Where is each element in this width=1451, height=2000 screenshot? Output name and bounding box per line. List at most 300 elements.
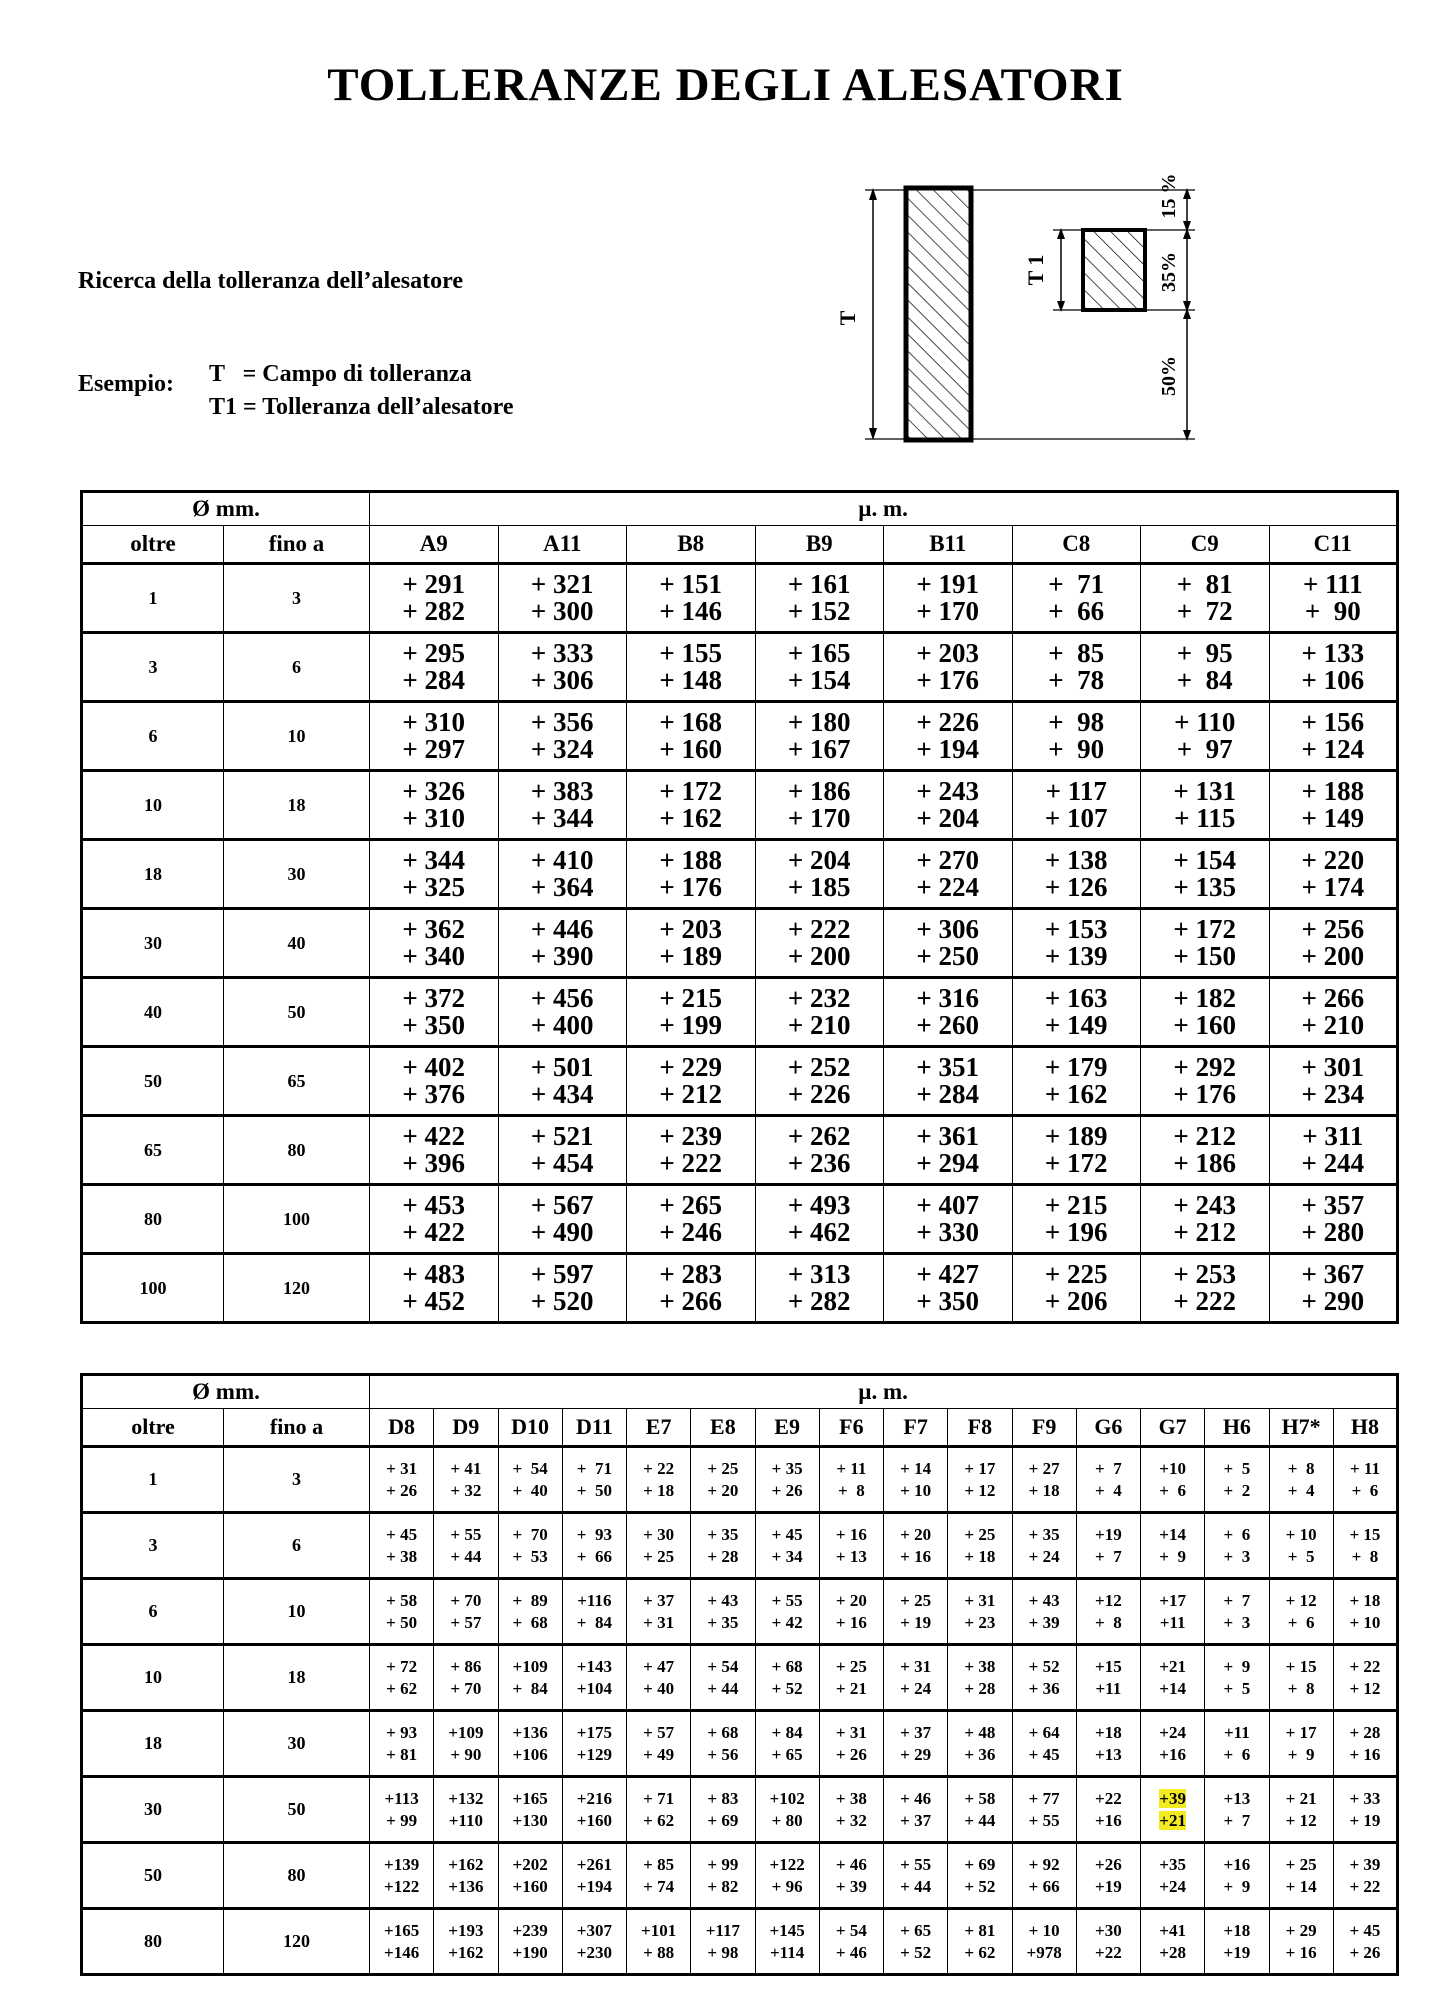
tolerance-lower: + 32 xyxy=(450,1480,482,1500)
tolerance-lower: +122 xyxy=(384,1876,420,1896)
tolerance-lower: + 170 xyxy=(916,596,980,626)
tolerance-cell xyxy=(627,909,756,978)
tolerance-upper: +193 xyxy=(448,1920,484,1940)
tolerance-cell xyxy=(1333,1777,1397,1843)
tolerance-diagram xyxy=(835,160,1235,450)
tolerance-cell xyxy=(1269,1116,1398,1185)
tolerance-cell xyxy=(819,1645,883,1711)
tolerance-upper: + 7 xyxy=(1095,1458,1122,1478)
tolerance-lower: + 200 xyxy=(787,941,851,971)
tolerance-upper: + 48 xyxy=(964,1722,996,1742)
tolerance-cell xyxy=(498,1185,627,1254)
tolerance-upper: + 313 xyxy=(787,1259,851,1289)
tolerance-cell xyxy=(948,1447,1012,1513)
row-oltre: 100 xyxy=(82,1254,224,1323)
tolerance-cell xyxy=(1205,1777,1269,1843)
tolerance-upper: + 15 xyxy=(1285,1656,1317,1676)
tolerance-lower: + 19 xyxy=(1349,1810,1381,1830)
tolerance-lower: + 206 xyxy=(1044,1286,1108,1316)
column-header-b11: B11 xyxy=(884,526,1013,564)
tolerance-lower: + 250 xyxy=(916,941,980,971)
tolerance-cell xyxy=(1141,564,1270,633)
tolerance-lower: +114 xyxy=(770,1942,805,1962)
tolerance-upper: + 31 xyxy=(835,1722,867,1742)
tolerance-lower: + 390 xyxy=(530,941,594,971)
tolerance-upper: +14 xyxy=(1159,1524,1186,1544)
tolerance-lower: + 24 xyxy=(900,1678,932,1698)
tolerance-cell xyxy=(627,564,756,633)
table-row xyxy=(82,1047,1398,1116)
tolerance-lower: + 56 xyxy=(707,1744,739,1764)
tolerance-cell xyxy=(370,1447,434,1513)
tolerance-cell xyxy=(948,1777,1012,1843)
tolerance-cell xyxy=(1205,1579,1269,1645)
tolerance-lower: + 66 xyxy=(1028,1876,1060,1896)
row-oltre: 6 xyxy=(82,1579,224,1645)
tolerance-cell xyxy=(627,1254,756,1323)
unit-header: µ. m. xyxy=(370,492,1398,526)
table-row xyxy=(82,1447,1398,1513)
row-fino: 100 xyxy=(224,1185,370,1254)
tolerance-cell xyxy=(1012,1645,1076,1711)
table-row xyxy=(82,840,1398,909)
tolerance-upper: + 291 xyxy=(402,569,466,599)
tolerance-upper: + 410 xyxy=(530,845,594,875)
tolerance-cell xyxy=(1205,1447,1269,1513)
tolerance-cell xyxy=(1141,1047,1270,1116)
tolerance-lower: + 6 xyxy=(1287,1612,1315,1632)
tolerance-lower: + 150 xyxy=(1173,941,1237,971)
example-label: Esempio: xyxy=(78,371,174,397)
column-header-fino: fino a xyxy=(224,1409,370,1447)
tolerance-cell xyxy=(498,633,627,702)
tolerance-cell xyxy=(884,909,1013,978)
tolerance-upper: +11 xyxy=(1224,1722,1250,1742)
tolerance-cell xyxy=(1012,1047,1141,1116)
tolerance-cell xyxy=(1012,1777,1076,1843)
tolerance-upper: + 161 xyxy=(787,569,851,599)
row-oltre: 30 xyxy=(82,909,224,978)
tolerance-cell xyxy=(370,840,499,909)
tolerance-lower: + 5 xyxy=(1223,1678,1251,1698)
tolerance-cell xyxy=(370,771,499,840)
tolerance-lower: + 57 xyxy=(450,1612,482,1632)
tolerance-upper: + 456 xyxy=(530,983,594,1013)
tolerance-lower: +24 xyxy=(1159,1876,1186,1896)
tolerance-cell xyxy=(1012,1579,1076,1645)
tolerance-cell xyxy=(370,1047,499,1116)
tolerance-lower: + 6 xyxy=(1351,1480,1379,1500)
tolerance-cell xyxy=(1269,1645,1333,1711)
tolerance-lower: +22 xyxy=(1095,1942,1122,1962)
tolerance-cell xyxy=(627,771,756,840)
tolerance-upper: + 226 xyxy=(916,707,980,737)
tolerance-lower: +146 xyxy=(384,1942,420,1962)
tolerance-upper: +202 xyxy=(512,1854,548,1874)
tolerance-cell xyxy=(819,1909,883,1975)
tolerance-upper: + 70 xyxy=(450,1590,482,1610)
tolerance-cell xyxy=(1141,1579,1205,1645)
tolerance-lower: + 36 xyxy=(964,1744,996,1764)
tolerance-upper: + 89 xyxy=(512,1590,548,1610)
tolerance-lower: + 310 xyxy=(402,803,466,833)
tolerance-lower: + 185 xyxy=(787,872,851,902)
tolerance-lower: + 25 xyxy=(643,1546,675,1566)
tolerance-lower: + 454 xyxy=(530,1148,594,1178)
tolerance-upper: + 252 xyxy=(787,1052,851,1082)
tolerance-lower: + 62 xyxy=(643,1810,675,1830)
tolerance-cell xyxy=(819,1711,883,1777)
tolerance-upper: + 265 xyxy=(659,1190,723,1220)
tolerance-upper: + 367 xyxy=(1301,1259,1365,1289)
column-header-b9: B9 xyxy=(755,526,884,564)
tolerance-lower: + 149 xyxy=(1301,803,1365,833)
tolerance-cell xyxy=(370,1843,434,1909)
tolerance-lower: + 176 xyxy=(916,665,980,695)
tolerance-cell xyxy=(498,840,627,909)
tolerance-cell xyxy=(1269,978,1398,1047)
tolerance-lower: + 84 xyxy=(1176,665,1233,695)
tolerance-upper: + 10 xyxy=(1028,1920,1060,1940)
tolerance-lower: + 266 xyxy=(659,1286,723,1316)
tolerance-lower: + 44 xyxy=(707,1678,739,1698)
tolerance-upper: + 402 xyxy=(402,1052,466,1082)
column-header-c8: C8 xyxy=(1012,526,1141,564)
tolerance-cell xyxy=(819,1513,883,1579)
tolerance-upper: + 186 xyxy=(787,776,851,806)
tolerance-cell xyxy=(1205,1909,1269,1975)
tolerance-lower: + 45 xyxy=(1028,1744,1060,1764)
tolerance-lower: +16 xyxy=(1095,1810,1122,1830)
tolerance-upper: +21 xyxy=(1159,1656,1186,1676)
tolerance-cell xyxy=(1269,1909,1333,1975)
tolerance-lower: + 186 xyxy=(1173,1148,1237,1178)
tolerance-lower: + 96 xyxy=(771,1876,803,1896)
tolerance-cell xyxy=(562,1711,626,1777)
tolerance-cell xyxy=(1012,1513,1076,1579)
table-row xyxy=(82,1513,1398,1579)
tolerance-cell xyxy=(370,1185,499,1254)
tolerance-upper: + 28 xyxy=(1349,1722,1381,1742)
tolerance-cell xyxy=(562,1513,626,1579)
tolerance-lower: + 44 xyxy=(900,1876,932,1896)
tolerance-lower: + 90 xyxy=(1304,596,1361,626)
row-oltre: 1 xyxy=(82,564,224,633)
tolerance-lower: + 2 xyxy=(1223,1480,1251,1500)
tolerance-lower: + 260 xyxy=(916,1010,980,1040)
row-oltre: 6 xyxy=(82,702,224,771)
row-oltre: 3 xyxy=(82,633,224,702)
tolerance-upper: +30 xyxy=(1095,1920,1122,1940)
tolerance-cell xyxy=(884,771,1013,840)
tolerance-lower: + 152 xyxy=(787,596,851,626)
tolerance-cell xyxy=(755,633,884,702)
tolerance-lower: + 52 xyxy=(900,1942,932,1962)
tolerance-lower: + 18 xyxy=(1028,1480,1060,1500)
tolerance-lower: + 52 xyxy=(771,1678,803,1698)
tolerance-lower: + 35 xyxy=(707,1612,739,1632)
tolerance-lower: +106 xyxy=(512,1744,548,1764)
tolerance-upper: + 321 xyxy=(530,569,594,599)
row-fino: 3 xyxy=(224,564,370,633)
tolerance-lower: + 5 xyxy=(1287,1546,1315,1566)
tolerance-upper: +16 xyxy=(1223,1854,1251,1874)
tolerance-lower: + 12 xyxy=(1285,1810,1317,1830)
tolerance-lower: + 44 xyxy=(964,1810,996,1830)
tolerance-upper: + 156 xyxy=(1301,707,1365,737)
tolerance-upper: + 225 xyxy=(1044,1259,1108,1289)
tolerance-lower: +190 xyxy=(512,1942,548,1962)
tolerance-cell xyxy=(1141,1777,1205,1843)
tolerance-lower: + 244 xyxy=(1301,1148,1365,1178)
tolerance-upper: + 68 xyxy=(771,1656,803,1676)
tolerance-upper: + 295 xyxy=(402,638,466,668)
tolerance-upper: +239 xyxy=(512,1920,548,1940)
tolerance-upper: + 22 xyxy=(643,1458,675,1478)
tolerance-upper: + 262 xyxy=(787,1121,851,1151)
tolerance-upper: + 453 xyxy=(402,1190,466,1220)
tolerance-upper: + 215 xyxy=(659,983,723,1013)
tolerance-cell xyxy=(755,840,884,909)
tolerance-lower: + 6 xyxy=(1159,1480,1186,1500)
row-fino: 50 xyxy=(224,978,370,1047)
tolerance-lower: + 297 xyxy=(402,734,466,764)
tolerance-cell xyxy=(948,1645,1012,1711)
tolerance-lower: + 200 xyxy=(1301,941,1365,971)
tolerance-cell xyxy=(1141,1711,1205,1777)
tolerance-lower: + 234 xyxy=(1301,1079,1365,1109)
tolerance-lower: + 126 xyxy=(1044,872,1108,902)
tolerance-cell xyxy=(1012,840,1141,909)
tolerance-upper: + 85 xyxy=(1048,638,1105,668)
tolerance-upper: + 422 xyxy=(402,1121,466,1151)
tolerance-cell xyxy=(1141,771,1270,840)
tolerance-cell xyxy=(627,633,756,702)
tolerance-lower: + 9 xyxy=(1287,1744,1315,1764)
column-header-f8: F8 xyxy=(948,1409,1012,1447)
tolerance-lower: + 28 xyxy=(964,1678,996,1698)
tolerance-lower: + 46 xyxy=(835,1942,867,1962)
tolerance-cell xyxy=(370,1645,434,1711)
tolerance-upper: + 45 xyxy=(1349,1920,1381,1940)
tolerance-lower: + 26 xyxy=(835,1744,867,1764)
tolerance-upper: + 256 xyxy=(1301,914,1365,944)
tolerance-cell xyxy=(627,978,756,1047)
tolerance-cell xyxy=(884,1447,948,1513)
tolerance-lower: + 340 xyxy=(402,941,466,971)
tolerance-upper: + 25 xyxy=(964,1524,996,1544)
tolerance-upper: + 7 xyxy=(1223,1590,1251,1610)
tolerance-lower: + 99 xyxy=(386,1810,418,1830)
tolerance-upper: + 31 xyxy=(964,1590,996,1610)
table-row xyxy=(82,771,1398,840)
tolerance-lower: + 49 xyxy=(643,1744,675,1764)
tolerance-lower: + 72 xyxy=(1176,596,1233,626)
row-fino: 120 xyxy=(224,1909,370,1975)
tolerance-cell xyxy=(498,702,627,771)
tolerance-lower: + 36 xyxy=(1028,1678,1060,1698)
tolerance-upper: + 31 xyxy=(900,1656,932,1676)
tolerance-lower: + 66 xyxy=(576,1546,612,1566)
tolerance-cell xyxy=(884,1254,1013,1323)
tolerance-lower: + 294 xyxy=(916,1148,980,1178)
tolerance-cell xyxy=(819,1843,883,1909)
tolerance-lower: + 4 xyxy=(1287,1480,1315,1500)
tolerance-lower: + 350 xyxy=(916,1286,980,1316)
tolerance-lower: + 16 xyxy=(1285,1942,1317,1962)
row-fino: 18 xyxy=(224,771,370,840)
tolerance-lower: + 6 xyxy=(1223,1744,1251,1764)
tolerance-lower: + 189 xyxy=(659,941,723,971)
tolerance-lower: + 16 xyxy=(1349,1744,1381,1764)
tolerance-lower: + 325 xyxy=(402,872,466,902)
tolerance-upper: + 54 xyxy=(835,1920,867,1940)
tolerance-lower: + 196 xyxy=(1044,1217,1108,1247)
tolerance-cell xyxy=(498,909,627,978)
tolerance-lower: + 280 xyxy=(1301,1217,1365,1247)
tolerance-lower: + 16 xyxy=(900,1546,932,1566)
tolerance-lower: + 210 xyxy=(787,1010,851,1040)
tolerance-cell xyxy=(1269,633,1398,702)
tolerance-lower: + 84 xyxy=(576,1612,612,1632)
tolerance-cell xyxy=(370,1711,434,1777)
tolerance-cell xyxy=(1141,1843,1205,1909)
tolerance-upper: + 521 xyxy=(530,1121,594,1151)
tolerance-cell xyxy=(691,1513,755,1579)
tolerance-cell xyxy=(370,1579,434,1645)
tolerance-upper: + 52 xyxy=(1028,1656,1060,1676)
tolerance-lower: + 284 xyxy=(916,1079,980,1109)
tolerance-lower: + 39 xyxy=(835,1876,867,1896)
tolerance-cell xyxy=(498,564,627,633)
tolerance-lower: + 350 xyxy=(402,1010,466,1040)
tolerance-upper: + 253 xyxy=(1173,1259,1237,1289)
tolerance-lower: + 154 xyxy=(787,665,851,695)
column-header-f7: F7 xyxy=(884,1409,948,1447)
tolerance-upper: + 98 xyxy=(1048,707,1105,737)
tolerance-lower: + 160 xyxy=(1173,1010,1237,1040)
row-oltre: 18 xyxy=(82,1711,224,1777)
tolerance-cell xyxy=(1269,1185,1398,1254)
row-oltre: 10 xyxy=(82,1645,224,1711)
tolerance-lower: + 222 xyxy=(659,1148,723,1178)
tolerance-upper: +10 xyxy=(1159,1458,1186,1478)
tolerance-cell xyxy=(498,1513,562,1579)
tolerance-lower: + 26 xyxy=(386,1480,418,1500)
tolerance-cell xyxy=(627,1909,691,1975)
tolerance-lower: + 160 xyxy=(659,734,723,764)
tolerance-cell xyxy=(370,633,499,702)
tolerance-upper: + 203 xyxy=(659,914,723,944)
tolerance-upper: + 45 xyxy=(386,1524,418,1544)
tolerance-lower: + 7 xyxy=(1223,1810,1251,1830)
tolerance-lower: + 282 xyxy=(402,596,466,626)
tolerance-upper: + 407 xyxy=(916,1190,980,1220)
row-fino: 80 xyxy=(224,1843,370,1909)
tolerance-lower: + 246 xyxy=(659,1217,723,1247)
tolerance-lower: + 422 xyxy=(402,1217,466,1247)
tolerance-upper: + 446 xyxy=(530,914,594,944)
tolerance-upper: + 43 xyxy=(707,1590,739,1610)
tolerance-cell xyxy=(1012,1909,1076,1975)
tolerance-upper: +12 xyxy=(1095,1590,1122,1610)
tolerance-upper: + 117 xyxy=(1045,776,1107,806)
tolerance-cell xyxy=(370,1513,434,1579)
tolerance-cell xyxy=(755,909,884,978)
tolerance-cell xyxy=(1012,1116,1141,1185)
tolerance-cell xyxy=(434,1447,498,1513)
label-15-percent: 15 % xyxy=(1158,173,1180,219)
tolerance-upper: + 182 xyxy=(1173,983,1237,1013)
row-oltre: 80 xyxy=(82,1909,224,1975)
tolerance-cell xyxy=(1012,1711,1076,1777)
tolerance-upper: + 29 xyxy=(1285,1920,1317,1940)
tolerance-cell xyxy=(691,1645,755,1711)
tolerance-upper: + 179 xyxy=(1044,1052,1108,1082)
tolerance-cell xyxy=(1141,1513,1205,1579)
tolerance-lower: + 344 xyxy=(530,803,594,833)
row-fino: 50 xyxy=(224,1777,370,1843)
tolerance-upper: + 310 xyxy=(402,707,466,737)
tolerance-upper: + 172 xyxy=(659,776,723,806)
tolerance-lower: + 324 xyxy=(530,734,594,764)
label-t: T xyxy=(835,310,860,326)
tolerance-upper: + 45 xyxy=(771,1524,803,1544)
row-fino: 120 xyxy=(224,1254,370,1323)
tolerance-field-rect xyxy=(906,188,971,440)
tolerance-lower: + 8 xyxy=(1351,1546,1379,1566)
column-header-g6: G6 xyxy=(1076,1409,1140,1447)
tolerance-upper: +102 xyxy=(769,1788,805,1808)
tolerance-upper: + 83 xyxy=(707,1788,739,1808)
tolerance-upper: + 71 xyxy=(643,1788,675,1808)
tolerance-upper: + 25 xyxy=(900,1590,932,1610)
tolerance-upper: + 57 xyxy=(643,1722,675,1742)
table-row xyxy=(82,1185,1398,1254)
tolerance-upper: +18 xyxy=(1223,1920,1251,1940)
tolerance-upper: +116 xyxy=(577,1590,612,1610)
tolerance-cell xyxy=(1269,909,1398,978)
tolerance-cell xyxy=(819,1579,883,1645)
tolerance-upper: + 20 xyxy=(835,1590,867,1610)
tolerance-lower: + 212 xyxy=(1173,1217,1237,1247)
tolerance-cell xyxy=(1076,1579,1140,1645)
tolerance-table-d-h xyxy=(80,1373,1399,1976)
row-fino: 3 xyxy=(224,1447,370,1513)
tolerance-upper: +165 xyxy=(512,1788,548,1808)
tolerance-cell xyxy=(884,1185,1013,1254)
tolerance-cell xyxy=(1269,702,1398,771)
tolerance-lower: + 172 xyxy=(1044,1148,1108,1178)
tolerance-cell xyxy=(755,1777,819,1843)
tolerance-cell xyxy=(1205,1513,1269,1579)
tolerance-upper: + 86 xyxy=(450,1656,482,1676)
tolerance-lower: + 68 xyxy=(512,1612,548,1632)
tolerance-upper: + 239 xyxy=(659,1121,723,1151)
tolerance-cell xyxy=(691,1579,755,1645)
tolerance-cell xyxy=(755,702,884,771)
column-header-e7: E7 xyxy=(627,1409,691,1447)
tolerance-cell xyxy=(1012,1185,1141,1254)
tolerance-cell xyxy=(498,1254,627,1323)
tolerance-cell xyxy=(1333,1579,1397,1645)
tolerance-upper: + 155 xyxy=(659,638,723,668)
tolerance-cell xyxy=(1012,702,1141,771)
tolerance-lower: + 9 xyxy=(1159,1546,1186,1566)
tolerance-cell xyxy=(498,978,627,1047)
column-header-d11: D11 xyxy=(562,1409,626,1447)
tolerance-cell xyxy=(884,978,1013,1047)
